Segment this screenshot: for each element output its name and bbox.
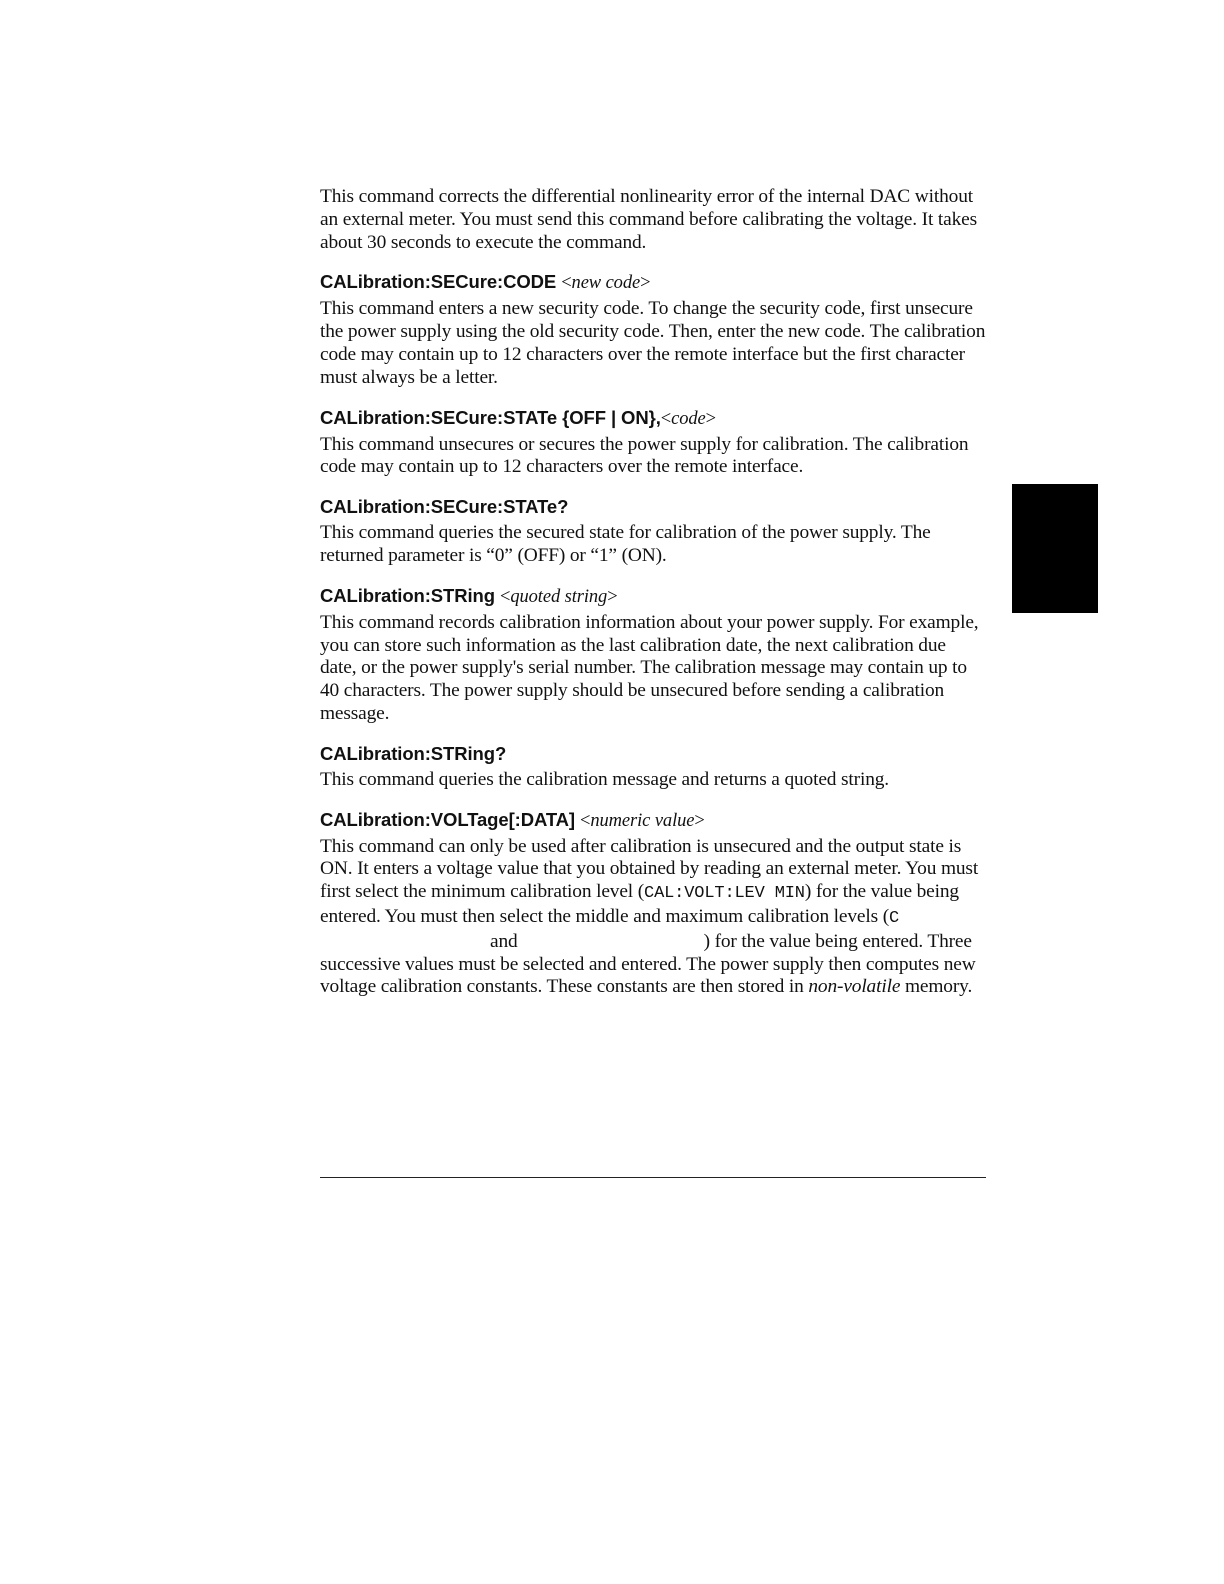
command-description <box>320 836 986 1000</box>
command-heading <box>320 271 986 294</box>
section-voltage-data <box>320 809 986 1000</box>
command-argument: quoted string <box>510 586 608 607</box>
command-description: This command records calibration information about your power supply. For example, you can store such information as the last calibration date, the next calibration due date, or the power supply's serial number. The calibration message may contain up to 40 characters. The power supply should be unsecured before sending a calibration message. <box>320 611 979 724</box>
command-description: This command queries the calibration message and returns a quoted string. <box>320 768 889 790</box>
section-secure-code <box>320 271 986 389</box>
description-text: memory. <box>900 976 973 998</box>
command-argument: numeric value <box>590 810 695 831</box>
section-secure-state <box>320 407 986 480</box>
arg-open: < <box>561 273 572 294</box>
command-argument: new code <box>571 273 641 294</box>
command-description: This command enters a new security code. To change the security code, first unsecure the power supply using the old security code. Then, enter the new code. The calibration code may contain up to 12 characters over the remote interface but the first character must always be a letter. <box>320 298 986 388</box>
description-text: ) for the value being entered. You must then select the middle and maximum calibration levels ( <box>320 881 959 927</box>
section-secure-state-query <box>320 496 986 568</box>
arg-open: < <box>660 408 672 429</box>
command-name: CALibration:SECure:STATe {OFF | ON}, <box>320 406 661 428</box>
command-heading <box>320 585 986 608</box>
description-text: This command can only be used after calibration is unsecured and the output state is ON. It enters a voltage value that you obtained by reading an external meter. You must first select the minimum calibration level ( <box>320 835 979 903</box>
command-heading <box>320 407 986 430</box>
arg-open: < <box>500 586 511 607</box>
description-text: and <box>490 930 518 952</box>
command-heading <box>320 743 986 765</box>
command-name: CALibration:VOLTage[:DATA] <box>320 808 581 830</box>
command-name: CALibration:STRing? <box>320 742 507 764</box>
command-name: CALibration:SECure:CODE <box>320 271 562 293</box>
chapter-tab-marker <box>1012 484 1098 613</box>
emphasis-text: non-volatile <box>808 976 901 998</box>
command-argument: code <box>671 408 706 429</box>
arg-close: > <box>640 273 651 294</box>
section-string <box>320 585 986 726</box>
command-name: CALibration:SECure:STATe? <box>320 496 569 518</box>
arg-close: > <box>694 810 705 831</box>
page-content <box>320 186 986 999</box>
command-heading <box>320 496 986 518</box>
command-name: CALibration:STRing <box>320 584 500 606</box>
code-snippet: C <box>889 908 900 928</box>
intro-paragraph: This command corrects the differential nonlinearity error of the internal DAC without an external meter. You must send this command before calibrating the voltage. It takes about 30 seconds to execute the command. <box>320 186 977 253</box>
footer-rule <box>320 1177 986 1178</box>
arg-open: < <box>580 810 591 831</box>
command-description: This command unsecures or secures the power supply for calibration. The calibration code may contain up to 12 characters over the remote interface. <box>320 433 969 478</box>
arg-close: > <box>705 408 716 429</box>
section-string-query <box>320 743 986 792</box>
description-text: ) for the value being entered. Three successive values must be selected and entered. The power supply then computes new voltage calibration constants. These constants are then stored in <box>320 930 976 998</box>
code-snippet: CAL:VOLT:LEV MIN <box>644 884 805 904</box>
command-description: This command queries the secured state for calibration of the power supply. The returned parameter is “0” (OFF) or “1” (ON). <box>320 522 931 566</box>
command-heading <box>320 809 986 832</box>
arg-close: > <box>607 586 618 607</box>
